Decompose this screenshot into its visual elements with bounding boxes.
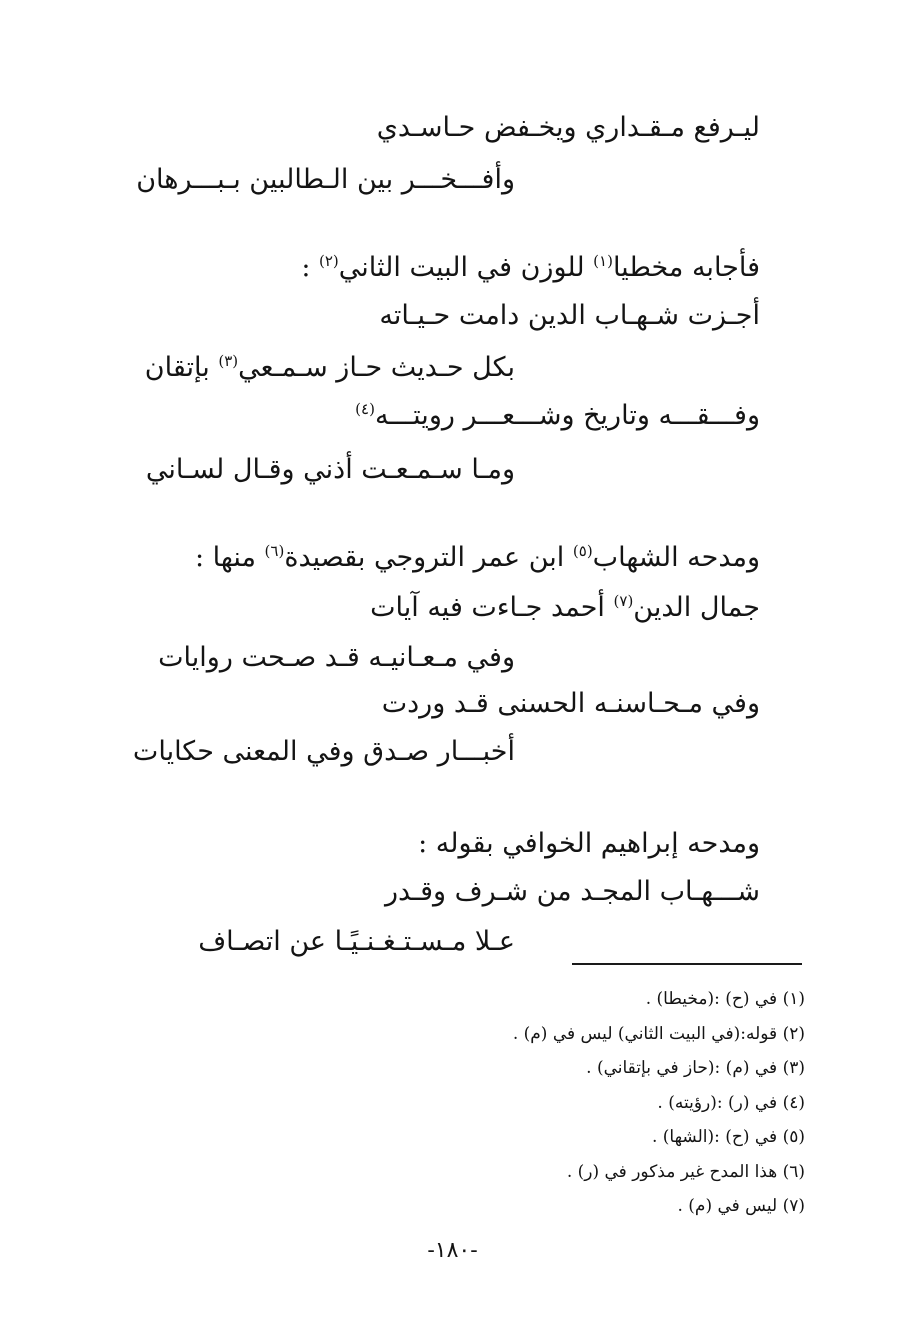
footnote-ref-7: (٧) — [613, 592, 634, 610]
footnote-2: (٢) قوله:(في البيت الثاني) ليس في (م) . — [512, 1023, 805, 1044]
verse-text: أحمد جـاءت فيه آيات — [370, 592, 614, 623]
page-number: -١٨٠- — [427, 1238, 478, 1263]
verse-line-8: وفي مـعـانيـه قـد صـحت روايات — [158, 642, 515, 673]
footnote-separator — [572, 963, 802, 965]
footnote-ref-3: (٣) — [218, 352, 239, 370]
prose-text: ومدحه الشهاب — [592, 542, 760, 573]
prose-text: ابن عمر التروجي بقصيدة — [284, 542, 573, 573]
prose-paragraph-3: ومدحه إبراهيم الخوافي بقوله : — [418, 828, 760, 859]
footnote-6: (٦) هذا المدح غير مذكور في (ر) . — [566, 1161, 805, 1182]
verse-line-4 — [145, 350, 515, 386]
verse-text: بإتقان — [144, 352, 219, 383]
footnote-5: (٥) في (ح) :(الشها) . — [651, 1127, 805, 1147]
verse-text: وفـــقـــه وتاريخ وشـــعـــر رويتـــه — [374, 400, 760, 431]
prose-text: فأجابه مخطيا — [612, 252, 760, 283]
prose-paragraph-2 — [195, 540, 760, 576]
verse-text: بكل حـديث حـاز سـمـعي — [238, 352, 515, 383]
footnotes — [245, 982, 805, 1224]
verse-line-5 — [355, 398, 760, 434]
footnote-ref-4: (٤) — [355, 400, 375, 418]
prose-text: : — [301, 252, 319, 283]
verse-line-1: ليـرفع مـقـداري ويخـفض حـاسـدي — [376, 112, 760, 143]
footnote-ref-2: (٢) — [319, 252, 339, 270]
verse-line-9: وفي مـحـاسنـه الحسنى قـد وردت — [381, 688, 760, 719]
verse-line-6: ومـا سـمـعـت أذني وقـال لسـاني — [145, 454, 515, 485]
verse-line-7 — [370, 590, 760, 626]
verse-line-12: عـلا مـسـتـغـنـيًـا عن اتصـاف — [198, 926, 515, 957]
footnote-ref-6: (٦) — [264, 542, 285, 560]
verse-text: جمال الدين — [633, 592, 760, 623]
verse-line-10: أخبـــار صـدق وفي المعنى حكايات — [132, 736, 515, 767]
footnote-ref-5: (٥) — [572, 542, 593, 560]
prose-text: للوزن في البيت الثاني — [338, 252, 594, 283]
verse-line-3: أجـزت شـهـاب الدين دامت حـيـاته — [379, 300, 760, 331]
footnote-4: (٤) في (ر) :(رؤيته) . — [657, 1092, 805, 1113]
prose-paragraph-1 — [301, 250, 760, 286]
footnote-1: (١) في (ح) :(مخيطا) . — [645, 989, 805, 1009]
verse-line-2: وأفـــخـــر بين الـطالبين بـبـــرهان — [136, 164, 515, 195]
footnote-ref-1: (١) — [593, 252, 613, 270]
footnote-3: (٣) في (م) :(حاز في بإتقاني) . — [586, 1058, 805, 1078]
footnote-7: (٧) ليس في (م) . — [677, 1196, 805, 1216]
verse-line-11: شـــهـاب المجـد من شـرف وقـدر — [384, 876, 760, 907]
prose-text: منها : — [194, 542, 265, 573]
